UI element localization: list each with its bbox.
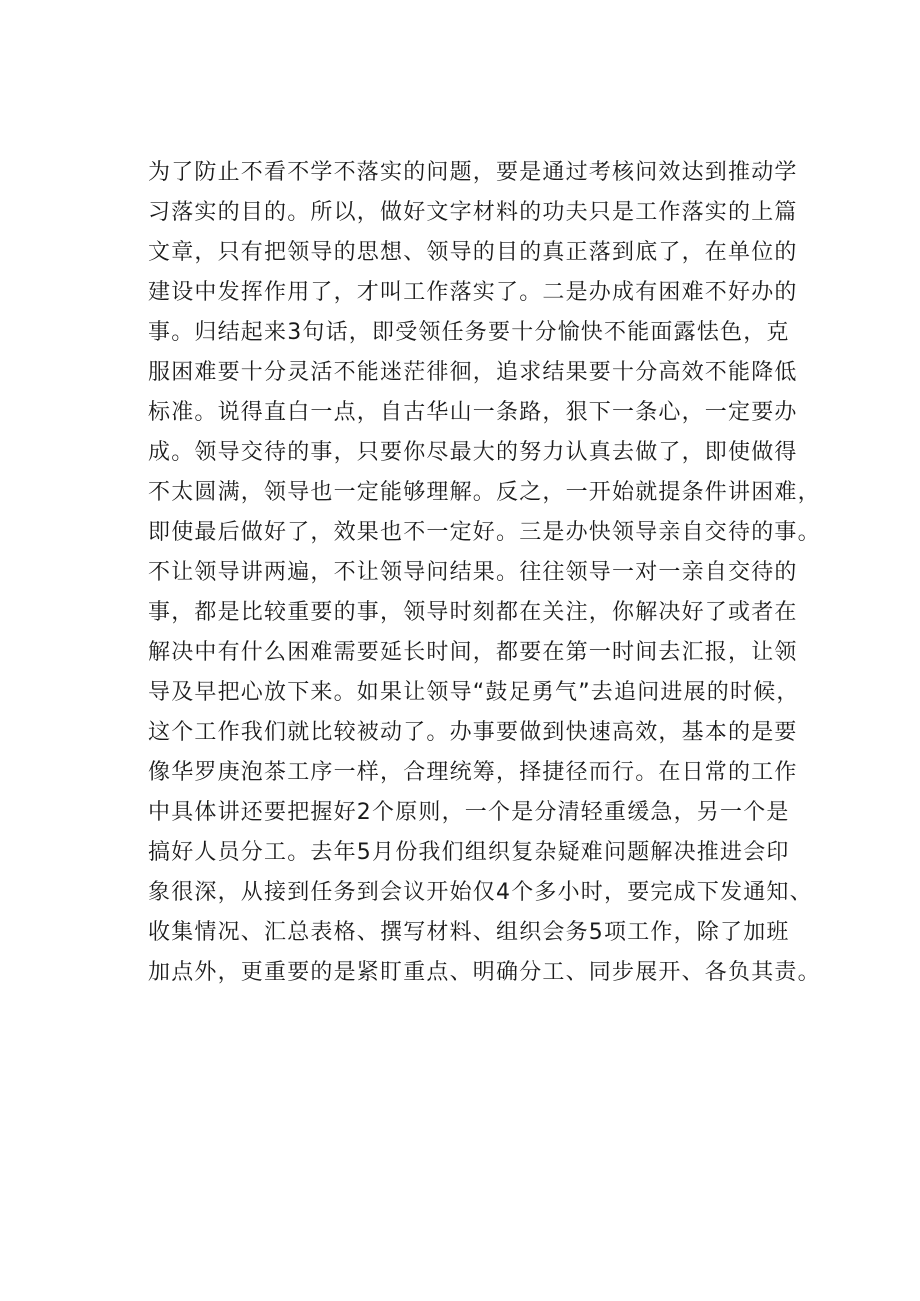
text-line: 不太圆满，领导也一定能够理解。反之，一开始就提条件讲困难， <box>148 480 821 505</box>
text-line: 建设中发挥作用了，才叫工作落实了。二是办成有困难不好办的 <box>148 280 798 305</box>
text-line: 象很深，从接到任务到会议开始仅4个多小时，要完成下发通知、 <box>148 880 813 905</box>
text-line: 即使最后做好了，效果也不一定好。三是办快领导亲自交待的事。 <box>148 520 821 545</box>
text-line: 搞好人员分工。去年5月份我们组织复杂疑难问题解决推进会印 <box>148 840 790 865</box>
text-line: 为了防止不看不学不落实的问题，要是通过考核问效达到推动学 <box>148 160 798 185</box>
text-line: 导及早把心放下来。如果让领导“鼓足勇气”去追问进展的时候， <box>148 680 800 705</box>
text-line: 这个工作我们就比较被动了。办事要做到快速高效，基本的是要 <box>148 720 798 745</box>
text-line: 解决中有什么困难需要延长时间，都要在第一时间去汇报，让领 <box>148 640 798 665</box>
text-line: 习落实的目的。所以，做好文字材料的功夫只是工作落实的上篇 <box>148 200 798 225</box>
text-line: 不让领导讲两遍，不让领导问结果。往往领导一对一亲自交待的 <box>148 560 798 585</box>
text-line: 服困难要十分灵活不能迷茫徘徊，追求结果要十分高效不能降低 <box>148 360 798 385</box>
text-line: 加点外，更重要的是紧盯重点、明确分工、同步展开、各负其责。 <box>148 960 821 985</box>
text-line: 收集情况、汇总表格、撰写材料、组织会务5项工作，除了加班 <box>148 920 790 945</box>
text-line: 事。归结起来3句话，即受领任务要十分愉快不能面露怯色，克 <box>148 320 790 345</box>
text-line: 成。领导交待的事，只要你尽最大的努力认真去做了，即使做得 <box>148 440 798 465</box>
text-line: 像华罗庚泡茶工序一样，合理统筹，择捷径而行。在日常的工作 <box>148 760 798 785</box>
text-line: 事，都是比较重要的事，领导时刻都在关注，你解决好了或者在 <box>148 600 798 625</box>
body-paragraph <box>148 153 828 993</box>
text-line: 中具体讲还要把握好2个原则，一个是分清轻重缓急，另一个是 <box>148 800 790 825</box>
text-line: 标准。说得直白一点，自古华山一条路，狠下一条心，一定要办 <box>148 400 798 425</box>
text-line: 文章，只有把领导的思想、领导的目的真正落到底了，在单位的 <box>148 240 798 265</box>
